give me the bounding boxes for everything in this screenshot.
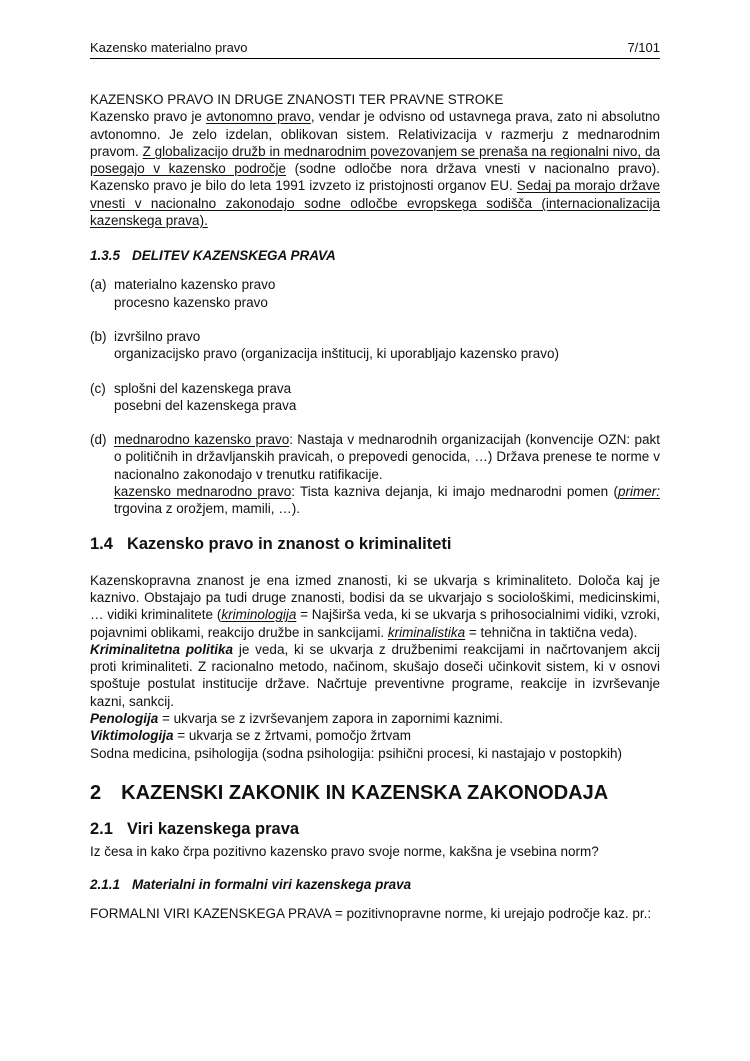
paragraph-penology: Penologija = ukvarja se z izvrševanjem zapora in zapornimi kaznimi. [90,711,504,727]
heading-1-4 [90,534,660,554]
document-body [90,91,660,923]
list-line: posebni del kazenskega prava [114,397,297,413]
running-header-title: Kazensko materialno pravo [90,40,248,55]
paragraph-crime-policy: Kriminalitetna politika je veda, ki se ukvarja z družbenimi reakcijami in načrtovanjem akcij proti kriminaliteti. Z racionalno metodo, načinom, skušajo doseči učinkovit sistem, ki v osnovi spoštuje postulat institucije države. Načrtuje preventivne programe, reakcije in izvrševanje kazni, sankcij. [90,641,660,709]
list-marker: (d) [90,432,107,448]
heading-text: Kazensko pravo in znanost o kriminaliteti [126,534,452,553]
paragraph-forensic-medicine: Sodna medicina, psihologija (sodna psihologija: psihični procesi, ki nastajajo v postopkih) [90,745,623,761]
heading-2-1-1 [90,876,660,893]
paragraph-criminal-science: Kazenskopravna znanost je ena izmed znanosti, ki se ukvarja s kriminaliteto. Določa kaj je kaznivo. Obstajajo pa tudi druge znanosti, bodisi da se ukvarjajo s sociološkimi, medicinskimi, … vidiki kriminalitete (kriminologija = Najširša veda, ki se ukvarja s prihosocialnimi vidiki, vzroki, pojavnimi oblikami, reakcijo družbe in sankcijami. kriminalistika = tehnična in taktična veda). [90,572,661,640]
list-item-b [90,328,660,363]
list-item-body [114,431,660,517]
heading-number: 1.3.5 [90,248,121,264]
list-paragraph: mednarodno kazensko pravo: Nastaja v mednarodnih organizacijah (konvencije OZN: pakt o političnih in državljanskih pravicah, o prepovedi genocida, …) Država prenese te norme v nacionalno zakonodajo v trenutku ratifikacije. [114,432,661,482]
list-item-a [90,276,660,311]
heading-number: 2 [90,781,102,804]
heading-2 [90,781,660,805]
paragraph-formal-sources: FORMALNI VIRI KAZENSKEGA PRAVA = pozitivnopravne norme, ki urejajo področje kaz. pr.: [90,906,652,922]
heading-2-1 [90,819,660,839]
heading-1-3-5 [90,247,660,264]
list-item-body [114,276,660,311]
list-paragraph: kazensko mednarodno pravo: Tista kazniva dejanja, ki imajo mednarodni pomen (primer: trgovina z orožjem, mamili, …). [114,484,660,517]
heading-number: 1.4 [90,534,113,553]
list-line: procesno kazensko pravo [114,294,268,310]
list-line: izvršilno pravo [114,328,201,344]
list-item-body [114,328,660,363]
list-marker: (c) [90,380,106,396]
page-number: 7/101 [627,40,660,55]
list-marker: (b) [90,328,107,344]
paragraph-victimology: Viktimologija = ukvarja se z žrtvami, pomočjo žrtvam [90,728,411,744]
heading-text: DELITEV KAZENSKEGA PRAVA [132,248,336,264]
list-item-body [114,380,660,415]
heading-number: 2.1 [90,819,113,838]
heading-text: Viri kazenskega prava [126,819,300,838]
list-item-c [90,380,660,415]
list-marker: (a) [90,277,107,293]
list-line: materialno kazensko pravo [114,277,276,293]
heading-number: 2.1.1 [90,877,121,893]
paragraph-sources-question: Iz česa in kako črpa pozitivno kazensko pravo svoje norme, kakšna je vsebina norm? [90,843,599,859]
paragraph-intro: Kazensko pravo je avtonomno pravo, vendar je odvisno od ustavnega prava, zato ni absolutno avtonomno. Je zelo izdelan, oblikovan sistem. Relativizacija v razmerju z mednarodnim pravom. Z globalizacijo družb in mednarodnim povezovanjem se prenaša na regionalni nivo, da posegajo v kazensko področje (sodne odločbe nora država vnesti v nacionalno pravo). Kazensko pravo je bilo do leta 1991 izvzeto iz pristojnosti organov EU. Sedaj pa morajo države vnesti v nacionalno zakonodajo sodne odločbe evropskega sodišča (internacionalizacija kazenskega prava). [90,109,661,229]
page-header [90,40,660,59]
list-item-d [90,431,660,517]
list-line: organizacijsko pravo (organizacija inštitucij, ki uporabljajo kazensko pravo) [114,346,559,362]
heading-text: KAZENSKI ZAKONIK IN KAZENSKA ZAKONODAJA [121,781,609,804]
list-line: splošni del kazenskega prava [114,380,292,396]
heading-text: Materialni in formalni viri kazenskega prava [132,877,412,893]
section-title-line: KAZENSKO PRAVO IN DRUGE ZNANOSTI TER PRAVNE STROKE [90,92,504,107]
